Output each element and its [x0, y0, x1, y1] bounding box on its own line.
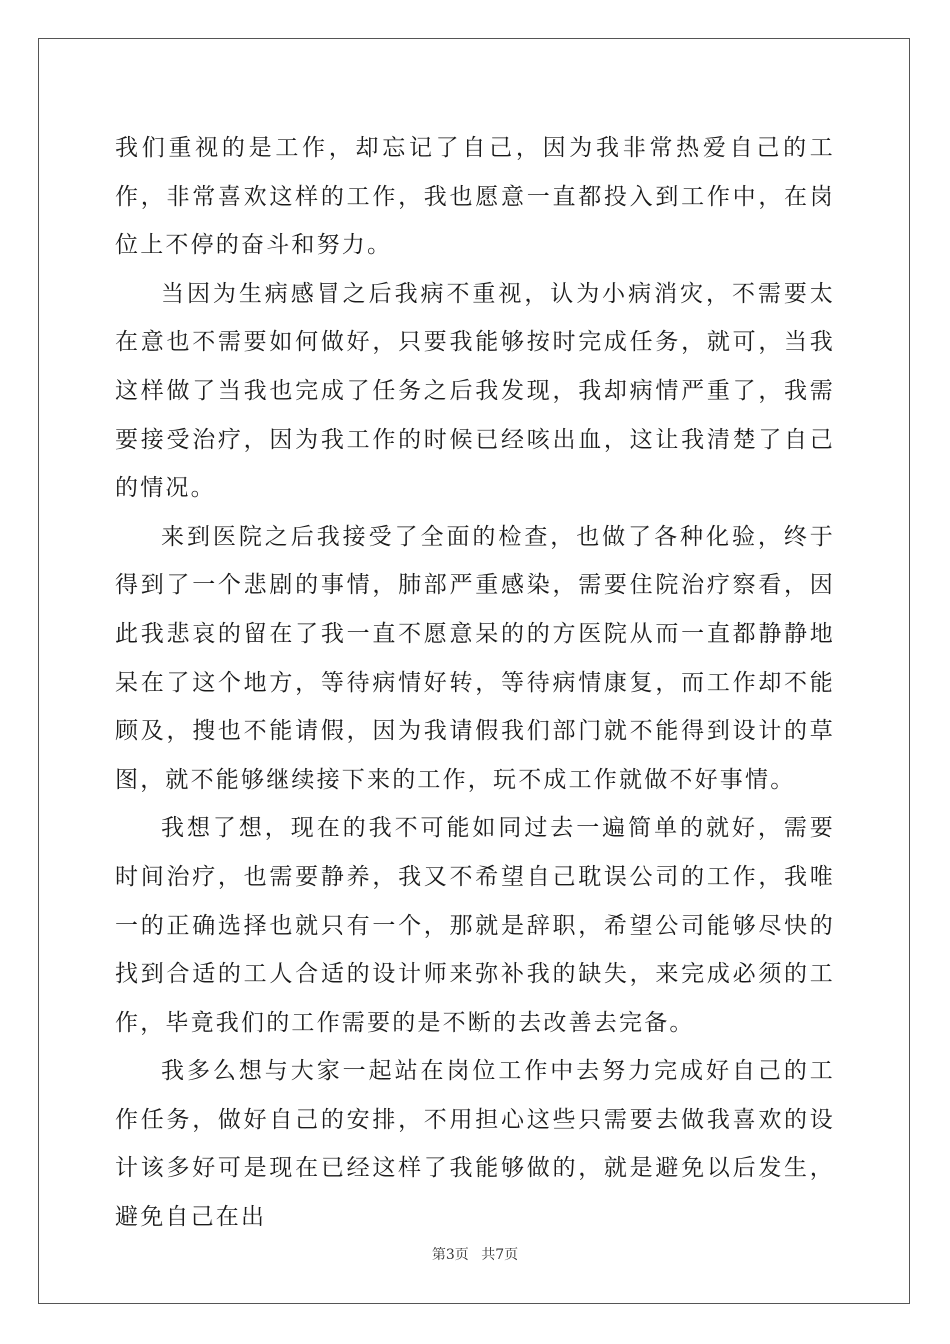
page-footer	[0, 1244, 950, 1264]
document-body	[115, 124, 835, 1242]
paragraph-1: 我们重视的是工作，却忘记了自己，因为我非常热爱自己的工作，非常喜欢这样的工作，我也愿意一直都投入到工作中，在岗位上不停的奋斗和努力。	[115, 135, 835, 259]
page-number-current: 第3页	[431, 1247, 469, 1263]
paragraph-2: 当因为生病感冒之后我病不重视，认为小病消灾，不需要太在意也不需要如何做好，只要我能够按时完成任务，就可，当我这样做了当我也完成了任务之后我发现，我却病情严重了，我需要接受治疗，因为我工作的时候已经咳出血，这让我清楚了自己的情况。	[115, 280, 835, 502]
paragraph-4: 我想了想，现在的我不可能如同过去一遍简单的就好，需要时间治疗，也需要静养，我又不希望自己耽误公司的工作，我唯一的正确选择也就只有一个，那就是辞职，希望公司能够尽快的找到合适的工人合适的设计师来弥补我的缺失，来完成必须的工作，毕竟我们的工作需要的是不断的去改善去完备。	[115, 815, 835, 1036]
paragraph-3: 来到医院之后我接受了全面的检查，也做了各种化验，终于得到了一个悲剧的事情，肺部严重感染，需要住院治疗察看，因此我悲哀的留在了我一直不愿意呆的的方医院从而一直都静静地呆在了这个地方，等待病情好转，等待病情康复，而工作却不能顾及，搜也不能请假，因为我请假我们部门就不能得到设计的草图，就不能够继续接下来的工作，玩不成工作就做不好事情。	[115, 523, 835, 793]
paragraph-5: 我多么想与大家一起站在岗位工作中去努力完成好自己的工作任务，做好自己的安排，不用担心这些只需要去做我喜欢的设计该多好可是现在已经这样了我能够做的，就是避免以后发生，避免自己在出	[115, 1058, 835, 1231]
page-number-total: 共7页	[481, 1247, 519, 1263]
